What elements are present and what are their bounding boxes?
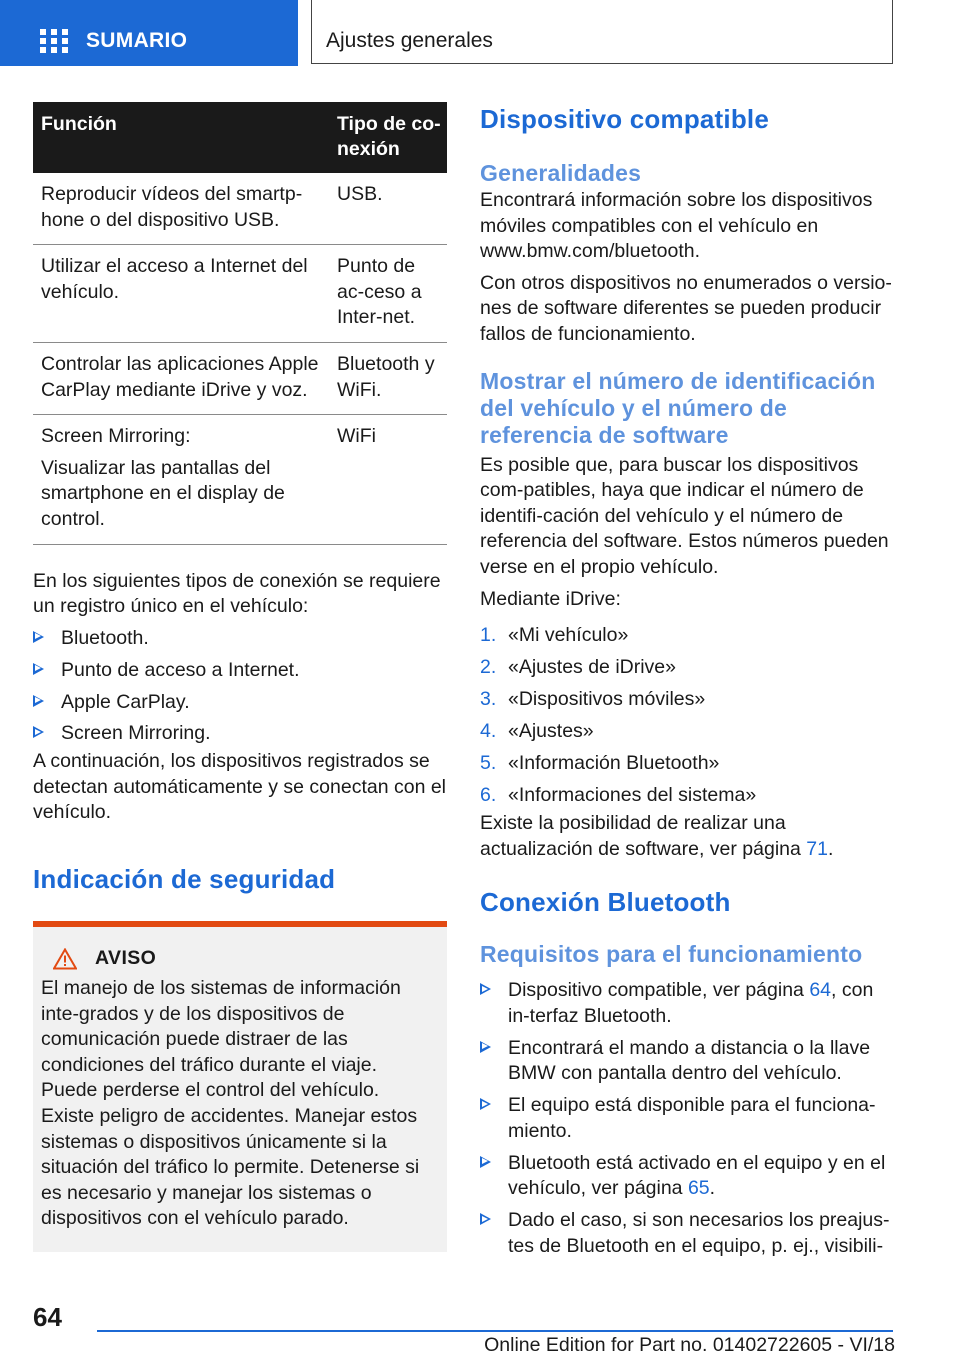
warning-title: AVISO	[95, 947, 157, 970]
table-cell-tipo: WiFi	[329, 415, 447, 544]
warning-text: El manejo de los sistemas de información inte-grados y de los dispositivos de comunicación puede distraer de las condiciones del tráfico durante el viaje. Puede perderse el control del vehículo. Existe peligro de accidentes. Manejar estos sistemas o dispositivos únicamente si la situación del tráfico lo permite. Detenerse si es necesario y manejar los sistemas o dispositivos con el vehículo parado.	[41, 977, 420, 1230]
safety-heading: Indicación de seguridad	[33, 864, 336, 895]
list-item: Dispositivo compatible, ver página 64, con in-terfaz Bluetooth.	[480, 978, 892, 1029]
requirements-list	[480, 978, 892, 1259]
table-cell-funcion: Utilizar el acceso a Internet del vehículo.	[33, 245, 329, 343]
list-item: Punto de acceso a Internet.	[33, 658, 447, 684]
sumario-button[interactable]	[0, 0, 298, 66]
table-cell-tipo: Punto de ac-ceso a Inter-net.	[329, 245, 447, 343]
right-column	[480, 102, 892, 1266]
table-header-row	[33, 102, 447, 173]
show-vin-paragraph: Es posible que, para buscar los dispositivos com-patibles, haya que indicar el número de identifi-cación del vehículo y el número de referencia del software. Estos números pueden verse en el propio vehículo.	[480, 453, 889, 578]
triangle-bullet-icon	[33, 631, 44, 643]
registration-after: A continuación, los dispositivos registrados se detectan automáticamente y se conectan con el vehículo.	[33, 750, 447, 824]
warning-triangle-icon	[53, 948, 77, 970]
registration-intro: En los siguientes tipos de conexión se requiere un registro único en el vehículo:	[33, 569, 441, 618]
table-row	[33, 173, 447, 245]
list-item: 1. «Mi vehículo»	[480, 624, 629, 647]
table-cell-funcion: Screen Mirroring: Visualizar las pantallas del smartphone en el display de control.	[33, 415, 329, 544]
list-item: 4. «Ajustes»	[480, 720, 594, 743]
chapter-title: Ajustes generales	[326, 29, 493, 52]
triangle-bullet-icon	[33, 663, 44, 675]
update-paragraph: Existe la posibilidad de realizar una actualización de software, ver página 71.	[480, 812, 834, 860]
warning-header	[41, 947, 437, 970]
idrive-steps	[480, 623, 892, 809]
table-cell-funcion: Reproducir vídeos del smartp-hone o del dispositivo USB.	[33, 173, 329, 245]
table-cell-funcion: Controlar las aplicaciones Apple CarPlay mediante iDrive y voz.	[33, 342, 329, 414]
table-row	[33, 245, 447, 343]
page-number: 64	[33, 1302, 62, 1332]
triangle-bullet-icon	[480, 1213, 491, 1225]
warning-box	[33, 921, 447, 1252]
compatible-device-heading: Dispositivo compatible	[480, 104, 770, 134]
triangle-bullet-icon	[480, 1041, 491, 1053]
table-row	[33, 342, 447, 414]
grid-icon	[40, 29, 68, 53]
list-item: Dado el caso, si son necesarios los preajus-tes de Bluetooth en el equipo, p. ej., visibili-	[480, 1208, 892, 1259]
registration-list	[33, 626, 447, 747]
footer-divider	[97, 1330, 893, 1332]
general-heading: Generalidades	[480, 160, 642, 186]
list-item: Bluetooth.	[33, 626, 447, 652]
list-item: Screen Mirroring.	[33, 721, 447, 747]
list-item: 6. «Informaciones del sistema»	[480, 784, 757, 807]
bluetooth-heading: Conexión Bluetooth	[480, 887, 731, 918]
triangle-bullet-icon	[480, 1156, 491, 1168]
page-link-65[interactable]: 65	[687, 1177, 710, 1200]
chapter-tab	[311, 0, 893, 64]
connection-table	[33, 102, 447, 545]
table-cell-tipo: USB.	[329, 173, 447, 245]
left-column	[33, 102, 447, 1252]
list-item: Apple CarPlay.	[33, 690, 447, 716]
general-paragraph-2: Con otros dispositivos no enumerados o versio-nes de software diferentes se pueden producir fallos de funcionamiento.	[480, 271, 892, 345]
triangle-bullet-icon	[33, 695, 44, 707]
list-item: 2. «Ajustes de iDrive»	[480, 656, 676, 679]
table-cell-tipo: Bluetooth y WiFi.	[329, 342, 447, 414]
page-link-64[interactable]: 64	[809, 979, 832, 1002]
triangle-bullet-icon	[480, 983, 491, 995]
edition-text: Online Edition for Part no. 01402722605 - VI/18	[484, 1334, 895, 1356]
requirements-heading: Requisitos para el funcionamiento	[480, 941, 863, 968]
list-item: 5. «Información Bluetooth»	[480, 752, 720, 775]
page-header	[0, 0, 960, 66]
list-item: Bluetooth está activado en el equipo y en el vehículo, ver página 65.	[480, 1151, 892, 1202]
list-item: 3. «Dispositivos móviles»	[480, 688, 706, 711]
list-item: El equipo está disponible para el funciona-miento.	[480, 1093, 892, 1144]
sumario-label: SUMARIO	[86, 29, 188, 52]
table-row	[33, 415, 447, 544]
page-link-71[interactable]: 71	[806, 837, 828, 860]
idrive-intro: Mediante iDrive:	[480, 587, 621, 610]
table-header-tipo: Tipo de co- nexión	[329, 102, 447, 173]
triangle-bullet-icon	[33, 726, 44, 738]
triangle-bullet-icon	[480, 1098, 491, 1110]
show-vin-heading: Mostrar el número de identificación del vehículo y el número de referencia de software	[480, 367, 876, 448]
list-item: Encontrará el mando a distancia o la llave BMW con pantalla dentro del vehículo.	[480, 1036, 892, 1087]
table-header-funcion: Función	[33, 102, 329, 173]
general-paragraph-1: Encontrará información sobre los dispositivos móviles compatibles con el vehículo en www.bmw.com/bluetooth.	[480, 189, 873, 263]
